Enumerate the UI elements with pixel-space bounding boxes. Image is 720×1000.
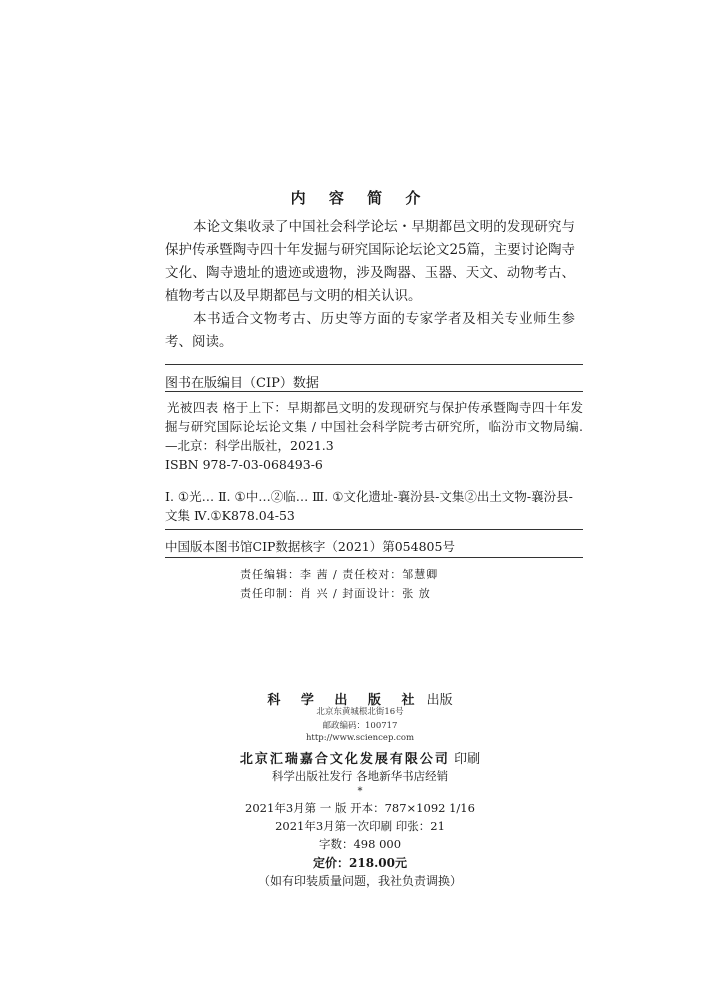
cip-classification: Ⅰ. ①光… Ⅱ. ①中…②临… Ⅲ. ①文化遗址-襄汾县-文集②出土文物-襄汾县-文集 Ⅳ.①K878.04-53: [165, 489, 573, 523]
cip-isbn: ISBN 978-7-03-068493-6: [165, 457, 323, 472]
cip-entry-block: [165, 398, 583, 474]
divider-bottom: [165, 557, 583, 558]
price: 定价：218.00元: [313, 856, 407, 870]
summary-paragraph-2: 本书适合文物考古、历史等方面的专家学者及相关专业师生参考、阅读。: [165, 311, 575, 350]
publisher-address: 北京东黄城根北街16号: [316, 707, 404, 717]
cip-record-number: 中国版本图书馆CIP数据核字（2021）第054805号: [165, 539, 455, 554]
printer-line: [0, 748, 720, 767]
printer-action: 印刷: [454, 752, 481, 767]
staff-line-editors: 责任编辑：李 茜 / 责任校对：邹慧卿: [240, 568, 439, 581]
summary-title: 内 容 简 介: [290, 189, 430, 207]
divider-top: [165, 364, 583, 365]
distribution-line: 科学出版社发行 各地新华书店经销: [271, 769, 449, 783]
cip-entry: 光被四表 格于上下：早期都邑文明的发现研究与保护传承暨陶寺四十年发掘与研究国际论坛论文集 / 中国社会科学院考古研究所，临汾市文物局编. —北京：科学出版社，2021.3: [165, 400, 583, 453]
cip-classification-block: [165, 487, 583, 525]
publisher-url: http://www.sciencep.com: [305, 733, 415, 743]
printer-name: 北京汇瑞嘉合文化发展有限公司: [239, 752, 450, 767]
separator-star: *: [357, 786, 363, 797]
divider-cip: [165, 391, 583, 392]
word-count: 字数：498 000: [318, 837, 402, 851]
edition-line: 2021年3月第 一 版 开本：787×1092 1/16: [245, 801, 475, 815]
staff-line-production: 责任印制：肖 兴 / 封面设计：张 放: [240, 587, 431, 600]
printing-line: 2021年3月第一次印刷 印张：21: [275, 819, 445, 833]
cip-heading: 图书在版编目（CIP）数据: [165, 376, 319, 391]
summary-paragraph-1: 本论文集收录了中国社会科学论坛・早期都邑文明的发现研究与保护传承暨陶寺四十年发掘与研究国际论坛论文25篇，主要讨论陶寺文化、陶寺遗址的遗迹或遗物，涉及陶器、玉器、天文、动物考古、植物考古以及早期都邑与文明的相关认识。: [165, 219, 575, 304]
publisher-postcode: 邮政编码：100717: [322, 721, 398, 731]
quality-notice: （如有印装质量问题，我社负责调换）: [257, 874, 462, 888]
summary-body: [165, 216, 575, 354]
publisher-action: 出版: [426, 693, 453, 708]
divider-middle: [165, 529, 583, 530]
publisher-name: 科 学 出 版 社: [267, 693, 423, 708]
